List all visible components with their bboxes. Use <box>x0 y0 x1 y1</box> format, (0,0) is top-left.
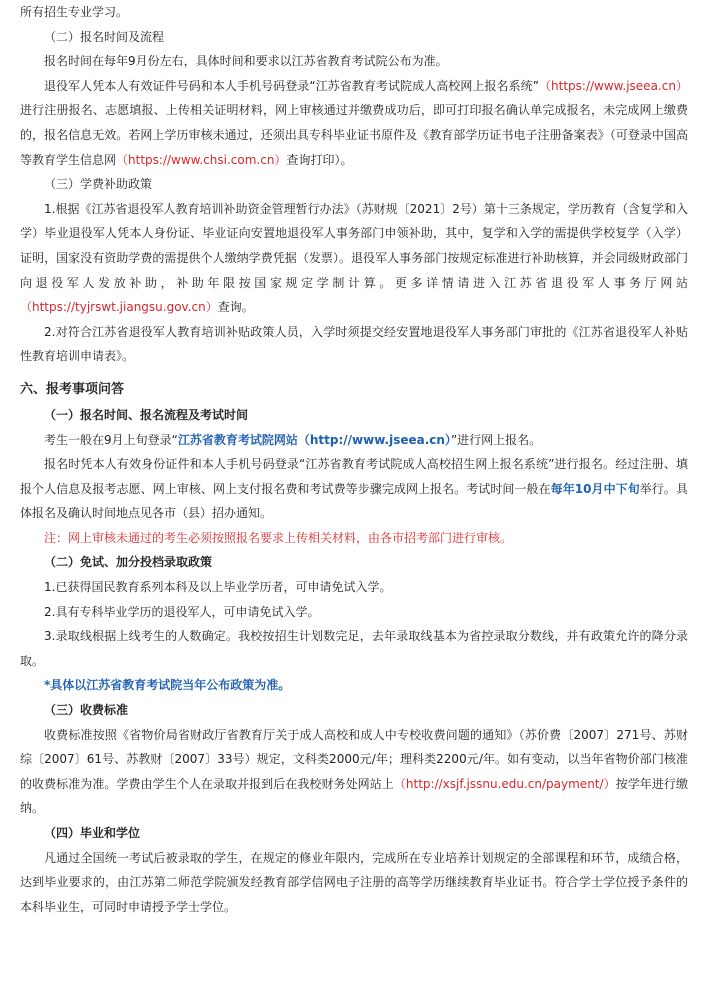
registration-process-paragraph: 退役军人凭本人有效证件号码和本人手机号码登录“江苏省教育考试院成人高校网上报名系统”（https://www.jseea.cn）进行注册报名、志愿填报、上传相关证明材料，网上审核通过并缴费成功后，即可打印报名确认单完成报名，未完成网上缴费的，报名信息无效。若网上学历审核未通过，还须出具专科毕业证书原件及《教育部学历证书电子注册备案表》（可登录中国高等教育学生信息网（https://www.chsi.com.cn）查询打印）。 <box>20 78 688 167</box>
section-registration-heading: （二）报名时间及流程 <box>44 29 165 44</box>
faq-q4-paragraph: 凡通过全国统一考试后被录取的学生，在规定的修业年限内，完成所在专业培养计划规定的全部课程和环节，成绩合格，达到毕业要求的，由江苏第二师范学院颁发经教育部学信网电子注册的高等学历继续教育毕业证书。符合学士学位授予条件的本科毕业生，可同时申请授予学士学位。 <box>20 850 688 914</box>
faq-q2-item-1: 1.已获得国民教育系列本科及以上毕业学历者，可申请免试入学。 <box>44 580 392 595</box>
jseea-link[interactable]: （https://www.jseea.cn） <box>538 78 688 93</box>
faq-q2-heading: （二）免试、加分投档录取政策 <box>44 555 213 570</box>
chsi-link[interactable]: （https://www.chsi.com.cn） <box>116 152 287 167</box>
faq-q3-paragraph: 收费标准按照《省物价局省财政厅省教育厅关于成人高校和成人中专校收费问题的通知》（苏价费〔2007〕271号、苏财综〔2007〕61号、苏教财〔2007〕33号）规定，文科类2000元/年；理科类2200元/年。如有变动，以当年省物价部门核准的收费标准为准。学费由学生个人在录取并报到后在我校财务处网站上（http://xsjf.jssnu.edu.cn/payment/）按学年进行缴纳。 <box>20 727 688 816</box>
subsidy-paragraph-1: 1.根据《江苏省退役军人教育培训补助资金管理暂行办法》（苏财规〔2021〕2号）第十三条规定，学历教育（含复学和入学）毕业退役军人凭本人身份证、毕业证向安置地退役军人事务部门申领补助，其中，复学和入学的需提供学校复学（入学）证明，国家没有资助学费的需提供个人缴纳学费凭据（发票）。退役军人事务部门按规定标准进行补助核算，并会同级财政部门向退役军人发放补助，补助年限按国家规定学制计算。更多详情请进入江苏省退役军人事务厅网站（https://tyjrswt.jiangsu.gov.cn）查询。 <box>20 201 688 315</box>
section-tuition-subsidy-heading: （三）学费补助政策 <box>44 177 153 192</box>
faq-q1-heading: （一）报名时间、报名流程及考试时间 <box>44 407 249 422</box>
intro-tail: 所有招生专业学习。 <box>20 5 129 19</box>
veterans-affairs-link[interactable]: （https://tyjrswt.jiangsu.gov.cn） <box>20 300 218 315</box>
faq-q1-paragraph-2: 报名时凭本人有效身份证件和本人手机号码登录“江苏省教育考试院成人高校招生网上报名系统”进行报名。经过注册、填报个人信息及报考志愿、网上审核、网上支付报名费和考试费等步骤完成网上报名。考试时间一般在每年10月中下旬举行。具体报名及确认时间地点见各市（县）招办通知。 <box>20 457 688 521</box>
faq-q1-paragraph-1: 考生一般在9月上旬登录“江苏省教育考试院网站（http://www.jseea.cn）”进行网上报名。 <box>44 432 542 447</box>
faq-q2-note: *具体以江苏省教育考试院当年公布政策为准。 <box>44 678 291 693</box>
faq-q2-item-2: 2.具有专科毕业学历的退役军人，可申请免试入学。 <box>44 604 320 619</box>
payment-link[interactable]: （http://xsjf.jssnu.edu.cn/payment/） <box>393 776 616 791</box>
faq-section-title: 六、报考事项问答 <box>20 381 125 397</box>
faq-q1-note: 注：网上审核未通过的考生必须按照报名要求上传相关材料，由各市招考部门进行审核。 <box>44 530 513 545</box>
subsidy-paragraph-2: 2.对符合江苏省退役军人教育培训补贴政策人员，入学时须提交经安置地退役军人事务部门审批的《江苏省退役军人补贴性教育培训申请表》。 <box>20 324 688 364</box>
faq-q4-heading: （四）毕业和学位 <box>44 826 141 840</box>
registration-time-paragraph: 报名时间在每年9月份左右，具体时间和要求以江苏省教育考试院公布为准。 <box>44 54 448 69</box>
exam-time-highlight: 每年10月中下旬 <box>550 481 640 496</box>
faq-q2-item-3: 3.录取线根据上线考生的人数确定。我校按招生计划数完足，去年录取线基本为省控录取分数线，并有政策允许的降分录取。 <box>20 629 688 668</box>
faq-q3-heading: （三）收费标准 <box>44 703 129 718</box>
exam-website-link[interactable]: 江苏省教育考试院网站（http://www.jseea.cn） <box>177 432 451 447</box>
